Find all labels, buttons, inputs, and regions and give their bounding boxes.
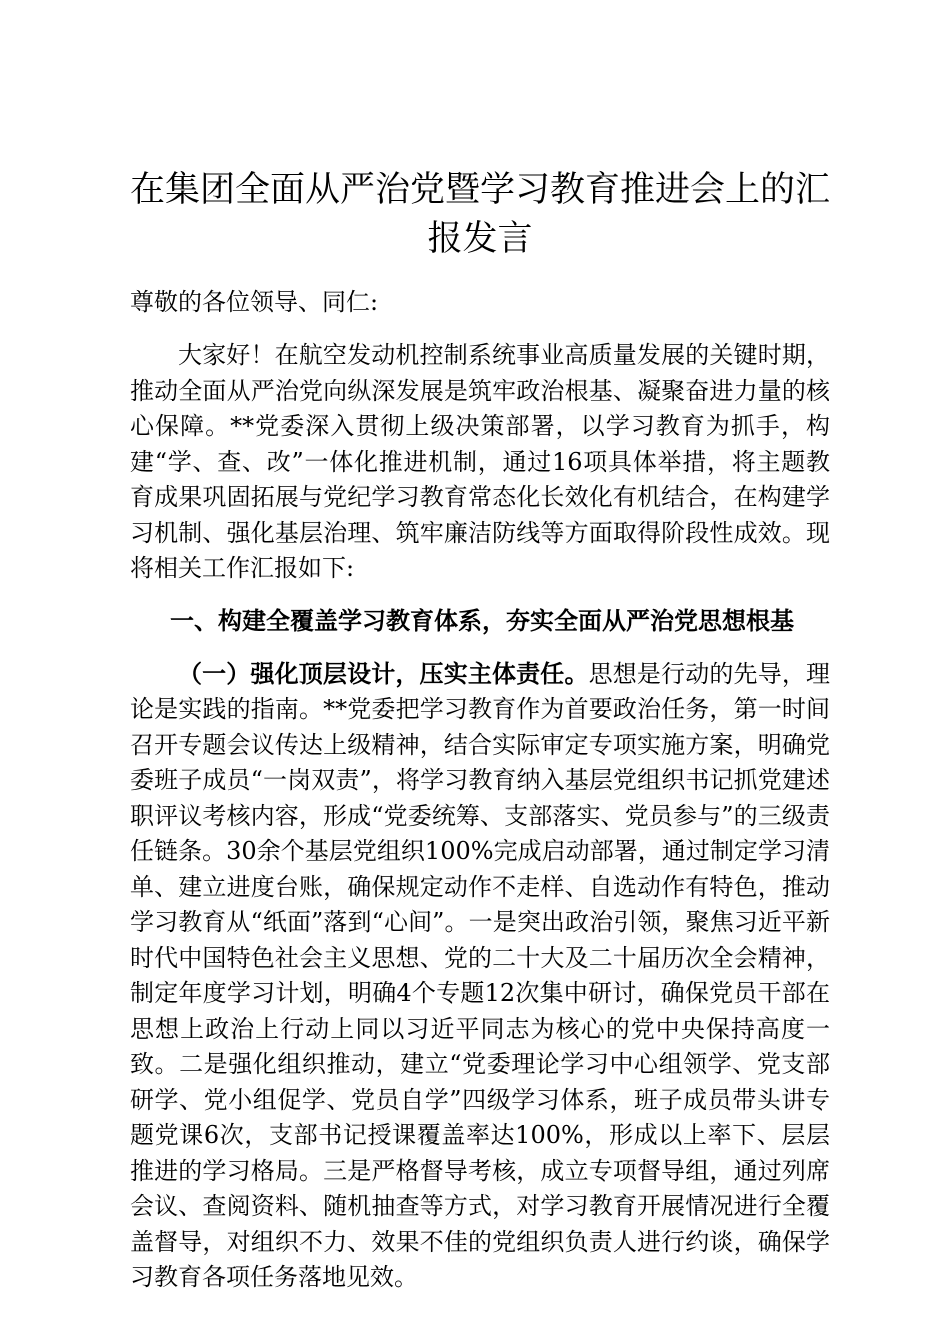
- section-1-paragraph-1: [130, 657, 830, 1296]
- subsection-text: 思想是行动的先导，理论是实践的指南。**党委把学习教育作为首要政治任务，第一时间召开专题会议传达上级精神，结合实际审定专项实施方案，明确党委班子成员“一岗双责”，将学习教育纳入基层党组织书记抓党建述职评议考核内容，形成“党委统筹、支部落实、党员参与”的三级责任链条。30余个基层党组织100%完成启动部署，通过制定学习清单、建立进度台账，确保规定动作不走样、自选动作有特色，推动学习教育从“纸面”落到“心间”。一是突出政治引领，聚焦习近平新时代中国特色社会主义思想、党的二十大及二十届历次全会精神，制定年度学习计划，明确4个专题12次集中研讨，确保党员干部在思想上政治上行动上同以习近平同志为核心的党中央保持高度一致。二是强化组织推动，建立“党委理论学习中心组领学、党支部研学、党小组促学、党员自学”四级学习体系，班子成员带头讲专题党课6次，支部书记授课覆盖率达100%，形成以上率下、层层推进的学习格局。三是严格督导考核，成立专项督导组，通过列席会议、查阅资料、随机抽查等方式，对学习教育开展情况进行全覆盖督导，对组织不力、效果不佳的党组织负责人进行约谈，确保学习教育各项任务落地见效。: [130, 659, 831, 1291]
- intro-paragraph: 大家好！在航空发动机控制系统事业高质量发展的关键时期，推动全面从严治党向纵深发展是筑牢政治根基、凝聚奋进力量的核心保障。**党委深入贯彻上级决策部署，以学习教育为抓手，构建“学、查、改”一体化推进机制，通过16项具体举措，将主题教育成果巩固拓展与党纪学习教育常态化长效化有机结合，在构建学习机制、强化基层治理、筑牢廉洁防线等方面取得阶段性成效。现将相关工作汇报如下:: [130, 341, 830, 582]
- subsection-heading: （一）强化顶层设计，压实主体责任。: [178, 659, 589, 688]
- document-body: [130, 166, 830, 1296]
- document-title: 在集团全面从严治党暨学习教育推进会上的汇报发言: [130, 170, 831, 259]
- salutation: 尊敬的各位领导、同仁:: [130, 288, 379, 316]
- section-heading-1: 一、构建全覆盖学习教育体系，夯实全面从严治党思想根基: [170, 605, 794, 635]
